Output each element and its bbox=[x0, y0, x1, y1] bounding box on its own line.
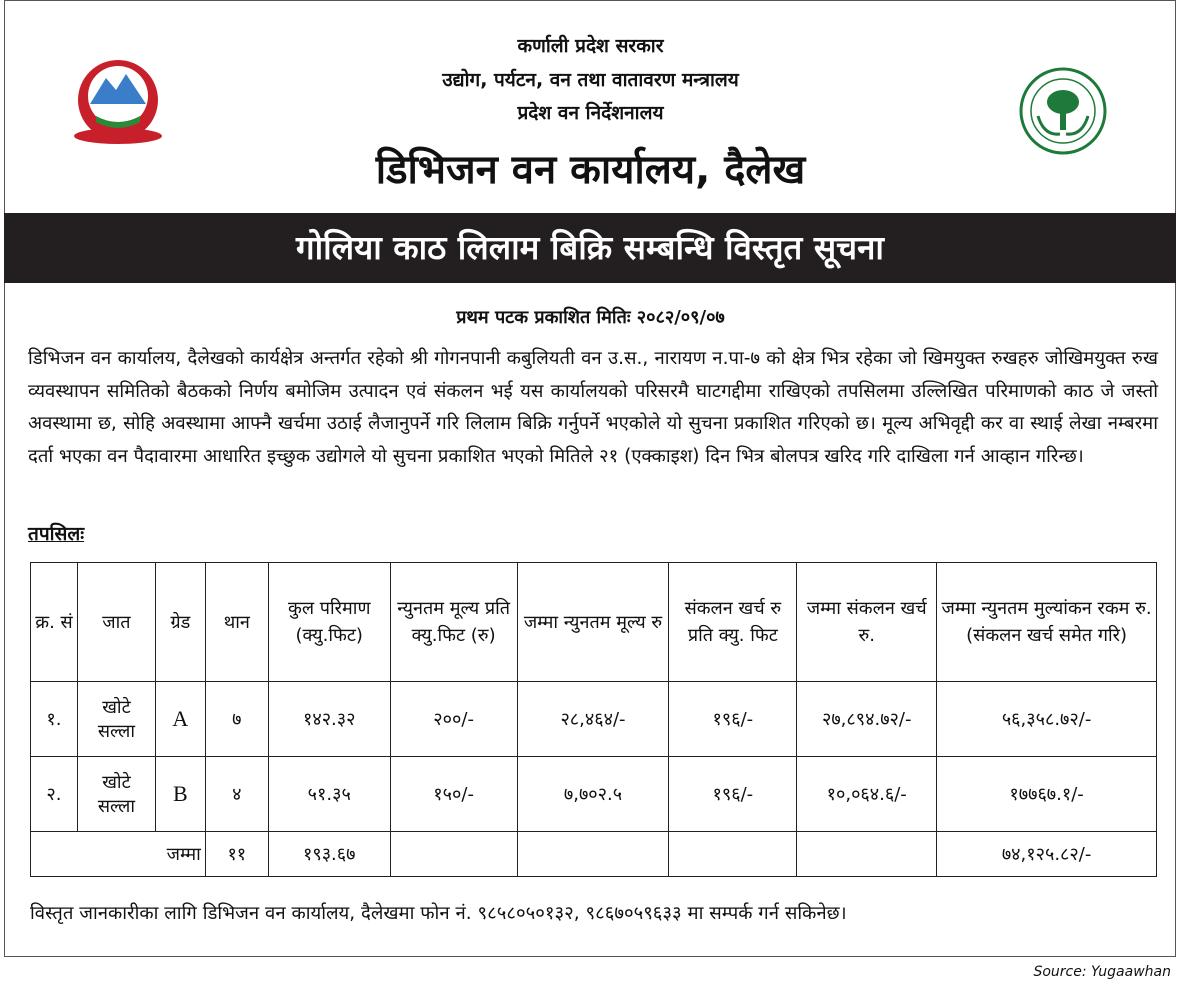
notice-body: डिभिजन वन कार्यालय, दैलेखको कार्यक्षेत्र अन्तर्गत रहेको श्री गोगनपानी कबुलियती वन उ.स., नारायण न.पा-७ को क्षेत्र भित्र रहेका जो खिमयुक्त रुखहरु जोखिमयुक्त रुख व्यवस्थापन समितिको बैठकको निर्णय बमोजिम उत्पादन एवं संकलन भई यस कार्यालयको परिसरमै घाटगद्दीमा राखिएको तपसिलमा उल्लिखित परिमाणको काठ जे जस्तो अवस्थामा छ, सोहि अवस्थामा आफ्नै खर्चमा उठाई लैजानुपर्ने गरि लिलाम बिक्रि गर्नुपर्ने भएकोले यो सुचना प्रकाशित गरिएको छ। मूल्य अभिवृद्दी कर वा स्थाई लेखा नम्बरमा दर्ता भएका वन पैदावारमा आधारित इच्छुक उद्योगले यो सुचना प्रकाशित भएको मितिले २१ (एक्काइश) दिन भित्र बोलपत्र खरिद गरि दाखिला गर्न आव्हान गरिन्छ। bbox=[28, 348, 1158, 467]
directorate-name: प्रदेश वन निर्देशनालय bbox=[517, 102, 664, 124]
forest-department-logo-icon bbox=[1018, 66, 1108, 156]
cell: ७ bbox=[205, 682, 268, 757]
cell bbox=[797, 832, 937, 877]
col-header: संकलन खर्च रु प्रति क्यु. फिट bbox=[669, 563, 797, 682]
notice-title: गोलिया काठ लिलाम बिक्रि सम्बन्धि विस्तृत सूचना bbox=[4, 213, 1176, 283]
cell: A bbox=[155, 682, 205, 757]
cell: ५६,३५८.७२/- bbox=[937, 682, 1157, 757]
cell: १५०/- bbox=[390, 757, 517, 832]
cell: ७,७०२.५ bbox=[517, 757, 669, 832]
ministry-name: उद्योग, पर्यटन, वन तथा वातावरण मन्त्रालय bbox=[442, 69, 739, 91]
total-quantity: १९३.६७ bbox=[268, 832, 390, 877]
cell: २८,४६४/- bbox=[517, 682, 669, 757]
cell: १९६/- bbox=[669, 757, 797, 832]
table-row bbox=[31, 682, 1157, 757]
total-label: जम्मा bbox=[31, 832, 206, 877]
cell bbox=[517, 832, 669, 877]
auction-table bbox=[30, 562, 1157, 877]
table-header-row bbox=[31, 563, 1157, 682]
publish-date: प्रथम पटक प्रकाशित मितिः २०८२/०९/०७ bbox=[456, 307, 725, 328]
col-header: कुल परिमाण (क्यु.फिट) bbox=[268, 563, 390, 682]
cell: ५१.३५ bbox=[268, 757, 390, 832]
col-header: न्युनतम मूल्य प्रति क्यु.फिट (रु) bbox=[390, 563, 517, 682]
cell: १९६/- bbox=[669, 682, 797, 757]
cell: खोटे सल्ला bbox=[77, 757, 155, 832]
cell: २. bbox=[31, 757, 78, 832]
cell: B bbox=[155, 757, 205, 832]
cell: २००/- bbox=[390, 682, 517, 757]
province-government: कर्णाली प्रदेश सरकार bbox=[517, 35, 664, 57]
cell: १७७६७.१/- bbox=[937, 757, 1157, 832]
cell: २७,८९४.७२/- bbox=[797, 682, 937, 757]
total-amount: ७४,१२५.८२/- bbox=[937, 832, 1157, 877]
col-header: ग्रेड bbox=[155, 563, 205, 682]
cell bbox=[390, 832, 517, 877]
office-name: डिभिजन वन कार्यालय, दैलेख bbox=[375, 147, 806, 193]
col-header: जम्मा न्युनतम मुल्यांकन रकम रु. (संकलन खर्च समेत गरि) bbox=[937, 563, 1157, 682]
cell: ४ bbox=[205, 757, 268, 832]
table-total-row bbox=[31, 832, 1157, 877]
details-heading: तपसिलः bbox=[28, 523, 85, 545]
col-header: थान bbox=[205, 563, 268, 682]
contact-info: विस्तृत जानकारीका लागि डिभिजन वन कार्यालय, दैलेखमा फोन नं. ९८५८०५०१३२, ९८६७०५९६३३ मा सम्पर्क गर्न सकिनेछ। bbox=[30, 903, 847, 924]
col-header: जम्मा संकलन खर्च रु. bbox=[797, 563, 937, 682]
source-credit: Source: Yugaawhan bbox=[1033, 964, 1171, 980]
cell bbox=[669, 832, 797, 877]
total-than: ११ bbox=[205, 832, 268, 877]
col-header: क्र. सं bbox=[31, 563, 78, 682]
cell: खोटे सल्ला bbox=[77, 682, 155, 757]
cell: १०,०६४.६/- bbox=[797, 757, 937, 832]
col-header: जम्मा न्युनतम मूल्य रु bbox=[517, 563, 669, 682]
table-row bbox=[31, 757, 1157, 832]
col-header: जात bbox=[77, 563, 155, 682]
cell: १. bbox=[31, 682, 78, 757]
cell: १४२.३२ bbox=[268, 682, 390, 757]
